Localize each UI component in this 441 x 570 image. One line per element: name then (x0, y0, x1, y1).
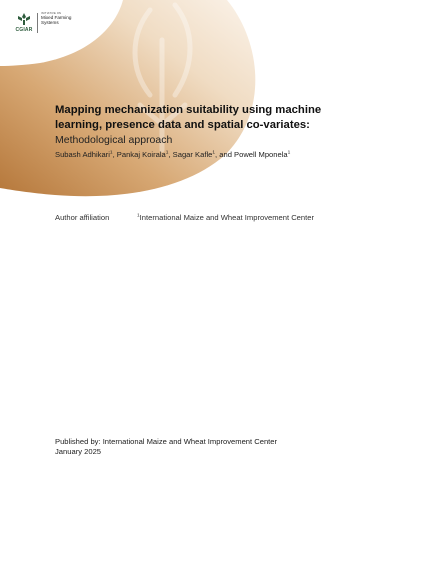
cgiar-leaf-icon (15, 12, 33, 26)
publisher-block (55, 437, 277, 456)
author-separator: , and (215, 150, 235, 159)
publication-date: January 2025 (55, 446, 102, 456)
author-separator: , (168, 150, 173, 159)
affiliation-value: International Maize and Wheat Improvement Center (139, 213, 314, 222)
author-affiliation (55, 213, 314, 222)
cgiar-initiative-logo (14, 12, 71, 33)
logo-initiative-line1: Mixed Farming (41, 14, 72, 20)
author-name: Pankaj Koirala (116, 150, 166, 159)
affiliation-value-wrap (137, 213, 314, 222)
author-list (55, 150, 385, 159)
cgiar-logo (14, 12, 34, 33)
author-affiliation-mark: 1 (165, 150, 169, 156)
author-name: Powell Mponela (234, 150, 288, 159)
logo-initiative-tag: INITIATIVE ON (41, 12, 62, 15)
title-line-1: Mapping mechanization suitability using machine (55, 104, 322, 116)
logo-org-name: CGIAR (15, 27, 33, 33)
document-subtitle: Methodological approach (55, 134, 173, 146)
author-affiliation-mark: 1 (109, 150, 113, 156)
author-affiliation-mark: 1 (212, 150, 216, 156)
author-name: Sagar Kafle (172, 150, 213, 159)
affiliation-mark: 1 (137, 213, 140, 219)
author-separator: , (112, 150, 117, 159)
logo-initiative-text (41, 12, 71, 25)
document-title (55, 103, 385, 133)
logo-divider (37, 13, 38, 33)
publisher-line: Published by: International Maize and Wheat Improvement Center (55, 437, 278, 446)
affiliation-label: Author affiliation (55, 213, 110, 222)
title-block (55, 103, 385, 159)
logo-initiative-line2: Systems (41, 19, 59, 25)
author-name: Subash Adhikari (55, 150, 110, 159)
author-affiliation-mark: 1 (287, 150, 291, 156)
title-line-2: learning, presence data and spatial co-variates: (55, 119, 310, 131)
